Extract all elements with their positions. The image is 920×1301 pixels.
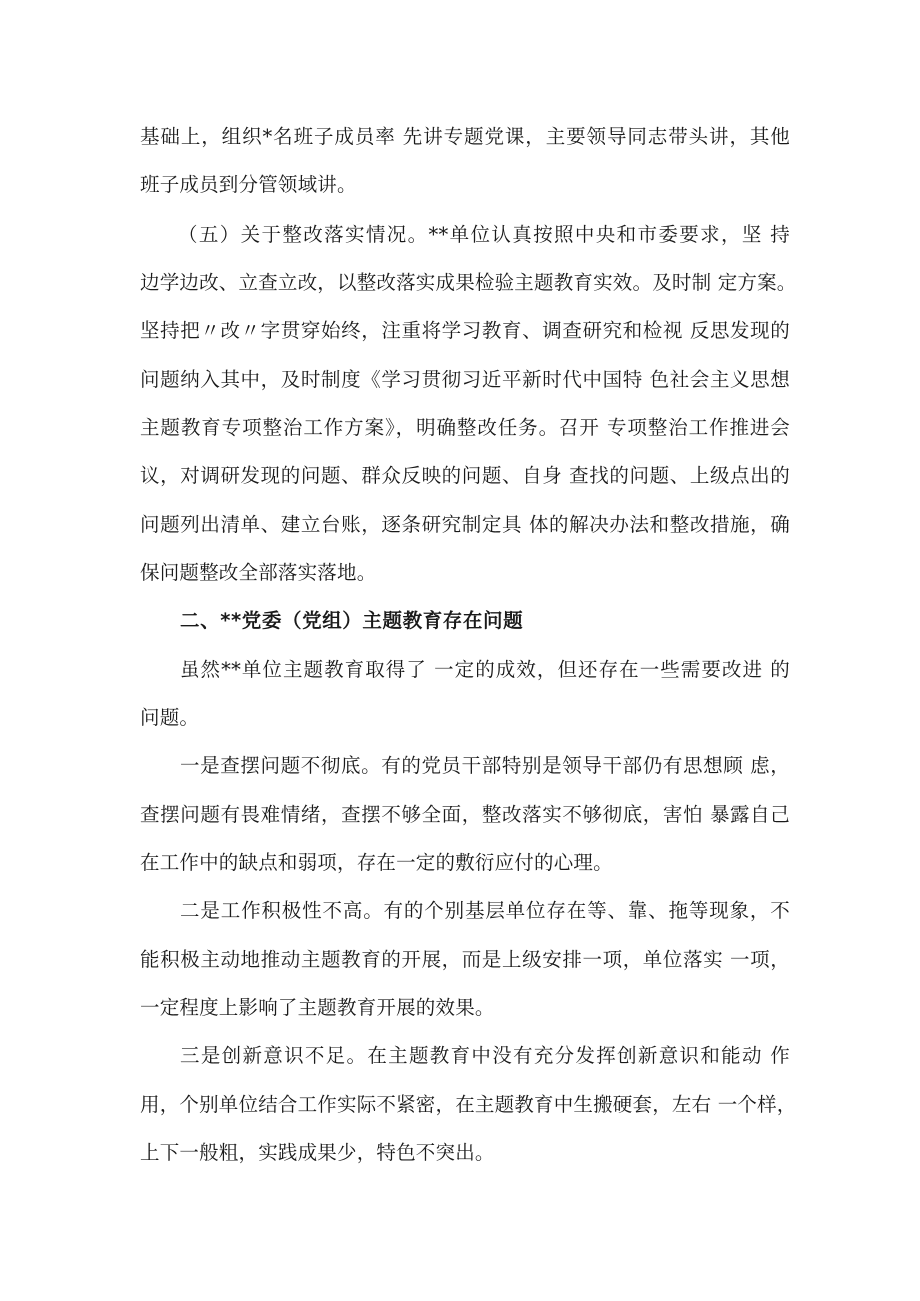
paragraph-line: 保问题整改全部落实落地。 <box>140 561 377 584</box>
paragraph-line: 能积极主动地推动主题教育的开展，而是上级安排一项，单位落实 一项， <box>140 948 790 971</box>
section-heading: 二、**党委（党组）主题教育存在问题 <box>180 609 524 632</box>
paragraph-line: 问题纳入其中，及时制度《学习贯彻习近平新时代中国特 色社会主义思想 <box>140 368 790 391</box>
paragraph-line: 问题。 <box>140 706 200 729</box>
paragraph-line: 问题列出清单、建立台账，逐条研究制定具 体的解决办法和整改措施，确 <box>140 513 790 536</box>
paragraph-line: 一定程度上影响了主题教育开展的效果。 <box>140 996 495 1019</box>
paragraph-line: 上下一般粗，实践成果少，特色不突出。 <box>140 1141 495 1164</box>
paragraph-line: 在工作中的缺点和弱项，存在一定的敷衍应付的心理。 <box>140 851 613 874</box>
paragraph-line: 查摆问题有畏难情绪，查摆不够全面，整改落实不够彻底，害怕 暴露自己 <box>140 803 790 826</box>
paragraph-line: 坚持把〃改〃字贯穿始终，注重将学习教育、调查研究和检视 反思发现的 <box>140 319 790 342</box>
paragraph-line: 虽然**单位主题教育取得了 一定的成效，但还存在一些需要改进 的 <box>180 658 790 681</box>
paragraph-line: 主题教育专项整治工作方案》，明确整改任务。召开 专项整治工作推进会 <box>140 416 790 439</box>
paragraph-line: 一是查摆问题不彻底。有的党员干部特别是领导干部仍有思想顾 虑， <box>180 754 790 777</box>
paragraph-line: 班子成员到分管领域讲。 <box>140 173 357 196</box>
paragraph-line: 三是创新意识不足。在主题教育中没有充分发挥创新意识和能动 作 <box>180 1044 790 1067</box>
paragraph-line: 议，对调研发现的问题、群众反映的问题、自身 查找的问题、上级点出的 <box>140 464 790 487</box>
paragraph-line: 二是工作积极性不高。有的个别基层单位存在等、靠、拖等现象，不 <box>180 899 790 922</box>
paragraph-line: 用，个别单位结合工作实际不紧密，在主题教育中生搬硬套，左右 一个样， <box>140 1093 797 1116</box>
paragraph-line: 基础上，组织*名班子成员率 先讲专题党课，主要领导同志带头讲，其他 <box>140 125 790 148</box>
paragraph-line: （五）关于整改落实情况。**单位认真按照中央和市委要求，坚 持 <box>178 223 790 246</box>
paragraph-line: 边学边改、立查立改，以整改落实成果检验主题教育实效。及时制 定方案。 <box>140 271 797 294</box>
